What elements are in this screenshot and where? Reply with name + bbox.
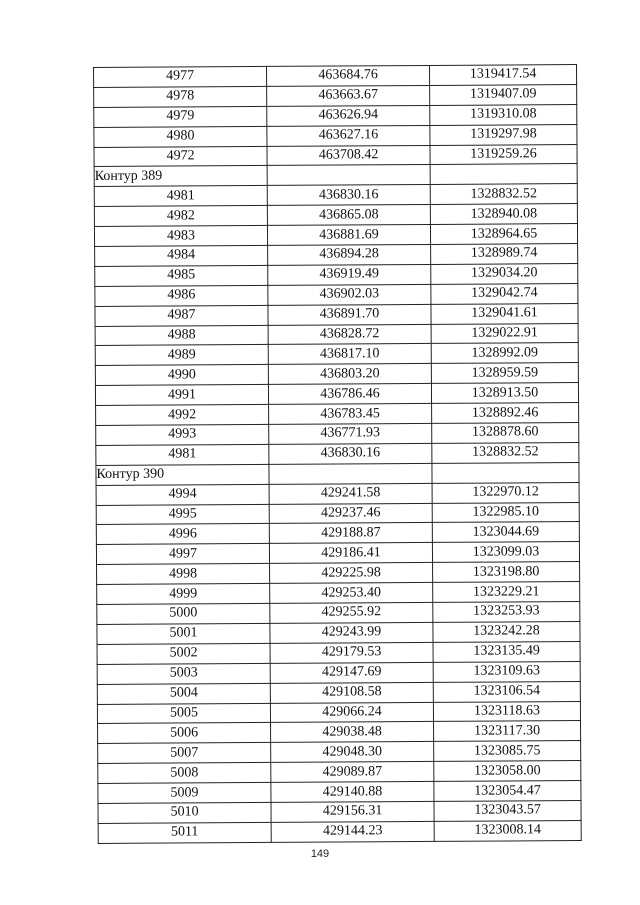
point-number-cell: 4987 (95, 305, 268, 326)
y-coordinate-cell: 1323085.75 (434, 741, 581, 762)
y-coordinate-cell: 1328892.46 (432, 403, 579, 424)
y-coordinate-cell: 1329034.20 (431, 263, 578, 284)
point-number-cell: 4993 (96, 424, 269, 445)
y-coordinate-cell: 1328832.52 (430, 184, 577, 205)
contour-label: Контур 389 (94, 166, 267, 187)
y-coordinate-cell: 1323198.80 (433, 562, 580, 583)
y-coordinate-cell: 1319417.54 (429, 65, 576, 86)
point-number-cell: 4998 (97, 564, 270, 585)
point-number-cell: 5009 (98, 782, 271, 803)
x-coordinate-cell: 436902.03 (268, 284, 431, 305)
point-number-cell: 5005 (97, 703, 270, 724)
point-number-cell: 5004 (97, 683, 270, 704)
coordinates-table (93, 64, 582, 844)
x-coordinate-cell: 429140.88 (271, 781, 434, 802)
y-coordinate-cell: 1323229.21 (433, 582, 580, 603)
contour-label: Контур 390 (96, 464, 269, 485)
point-number-cell: 4992 (96, 405, 269, 426)
y-coordinate-cell: 1323242.28 (433, 621, 580, 642)
x-coordinate-cell: 429156.31 (271, 801, 434, 822)
point-number-cell: 4996 (96, 524, 269, 545)
y-coordinate-cell: 1328913.50 (431, 383, 578, 404)
y-coordinate-cell: 1323054.47 (434, 781, 581, 802)
point-number-cell: 4980 (94, 126, 267, 147)
y-coordinate-cell: 1328832.52 (432, 442, 579, 463)
point-number-cell: 5011 (98, 822, 271, 843)
y-coordinate-cell: 1323117.30 (434, 721, 581, 742)
x-coordinate-cell: 429179.53 (270, 642, 433, 663)
point-number-cell: 5003 (97, 663, 270, 684)
point-number-cell: 4995 (96, 504, 269, 525)
point-number-cell: 5010 (98, 802, 271, 823)
y-coordinate-cell: 1328964.65 (430, 224, 577, 245)
y-coordinate-cell: 1323135.49 (433, 641, 580, 662)
point-number-cell: 4982 (94, 206, 267, 227)
page-number: 149 (310, 848, 330, 860)
point-number-cell: 4984 (95, 245, 268, 266)
x-coordinate-cell: 436891.70 (268, 304, 431, 325)
point-number-cell: 4990 (95, 365, 268, 386)
x-coordinate-cell: 429255.92 (270, 602, 433, 623)
x-coordinate-cell: 429225.98 (270, 563, 433, 584)
point-number-cell: 5006 (98, 723, 271, 744)
point-number-cell: 4979 (94, 106, 267, 127)
y-coordinate-cell: 1323099.03 (432, 542, 579, 563)
point-number-cell: 5000 (97, 603, 270, 624)
y-coordinate-cell: 1319297.98 (430, 124, 577, 145)
y-coordinate-cell: 1323044.69 (432, 522, 579, 543)
x-coordinate-cell: 429048.30 (271, 742, 434, 763)
x-coordinate-cell: 429089.87 (271, 762, 434, 783)
x-coordinate-cell: 429186.41 (269, 543, 432, 564)
point-number-cell: 4991 (95, 385, 268, 406)
x-coordinate-cell: 429253.40 (270, 583, 433, 604)
point-number-cell: 4977 (94, 66, 267, 87)
x-coordinate-cell: 463684.76 (266, 65, 429, 86)
point-number-cell: 4985 (95, 265, 268, 286)
y-coordinate-cell: 1328959.59 (431, 363, 578, 384)
y-coordinate-cell: 1323109.63 (433, 661, 580, 682)
empty-cell (267, 165, 430, 186)
y-coordinate-cell: 1322985.10 (432, 502, 579, 523)
y-coordinate-cell: 1323043.57 (434, 800, 581, 821)
y-coordinate-cell: 1319259.26 (430, 144, 577, 165)
x-coordinate-cell: 436881.69 (267, 225, 430, 246)
x-coordinate-cell: 429038.48 (271, 722, 434, 743)
x-coordinate-cell: 436803.20 (268, 364, 431, 385)
y-coordinate-cell: 1323118.63 (433, 701, 580, 722)
y-coordinate-cell: 1323058.00 (434, 761, 581, 782)
x-coordinate-cell: 436894.28 (268, 244, 431, 265)
point-number-cell: 4983 (94, 226, 267, 247)
x-coordinate-cell: 436786.46 (268, 384, 431, 405)
y-coordinate-cell: 1319310.08 (430, 104, 577, 125)
x-coordinate-cell: 436771.93 (269, 423, 432, 444)
x-coordinate-cell: 429188.87 (269, 523, 432, 544)
point-number-cell: 4989 (95, 345, 268, 366)
y-coordinate-cell: 1329041.61 (431, 303, 578, 324)
x-coordinate-cell: 429147.69 (270, 662, 433, 683)
y-coordinate-cell: 1328878.60 (432, 423, 579, 444)
x-coordinate-cell: 436830.16 (269, 443, 432, 464)
point-number-cell: 4972 (94, 146, 267, 167)
point-number-cell: 5002 (97, 643, 270, 664)
point-number-cell: 4997 (96, 544, 269, 565)
y-coordinate-cell: 1323008.14 (434, 820, 581, 841)
y-coordinate-cell: 1323106.54 (433, 681, 580, 702)
point-number-cell: 5007 (98, 743, 271, 764)
x-coordinate-cell: 429243.99 (270, 622, 433, 643)
point-number-cell: 5008 (98, 763, 271, 784)
empty-cell (269, 463, 432, 484)
point-number-cell: 5001 (97, 623, 270, 644)
x-coordinate-cell: 463663.67 (267, 85, 430, 106)
x-coordinate-cell: 436783.45 (269, 404, 432, 425)
y-coordinate-cell: 1323253.93 (433, 602, 580, 623)
point-number-cell: 4988 (95, 325, 268, 346)
point-number-cell: 4986 (95, 285, 268, 306)
y-coordinate-cell: 1329042.74 (431, 283, 578, 304)
x-coordinate-cell: 463626.94 (267, 105, 430, 126)
x-coordinate-cell: 463708.42 (267, 145, 430, 166)
x-coordinate-cell: 463627.16 (267, 125, 430, 146)
point-number-cell: 4999 (97, 584, 270, 605)
point-number-cell: 4978 (94, 86, 267, 107)
x-coordinate-cell: 429144.23 (271, 821, 434, 842)
x-coordinate-cell: 436817.10 (268, 344, 431, 365)
y-coordinate-cell: 1329022.91 (431, 323, 578, 344)
coordinates-table-body (94, 65, 582, 844)
table-row (98, 820, 581, 843)
empty-cell (430, 164, 577, 185)
empty-cell (432, 462, 579, 483)
x-coordinate-cell: 436919.49 (268, 264, 431, 285)
x-coordinate-cell: 436828.72 (268, 324, 431, 345)
y-coordinate-cell: 1328940.08 (430, 204, 577, 225)
x-coordinate-cell: 429237.46 (269, 503, 432, 524)
x-coordinate-cell: 429108.58 (270, 682, 433, 703)
point-number-cell: 4981 (94, 186, 267, 207)
point-number-cell: 4981 (96, 444, 269, 465)
y-coordinate-cell: 1319407.09 (430, 84, 577, 105)
x-coordinate-cell: 429066.24 (270, 702, 433, 723)
x-coordinate-cell: 436830.16 (267, 185, 430, 206)
x-coordinate-cell: 429241.58 (269, 483, 432, 504)
y-coordinate-cell: 1322970.12 (432, 482, 579, 503)
y-coordinate-cell: 1328992.09 (431, 343, 578, 364)
y-coordinate-cell: 1328989.74 (431, 244, 578, 265)
x-coordinate-cell: 436865.08 (267, 205, 430, 226)
point-number-cell: 4994 (96, 484, 269, 505)
